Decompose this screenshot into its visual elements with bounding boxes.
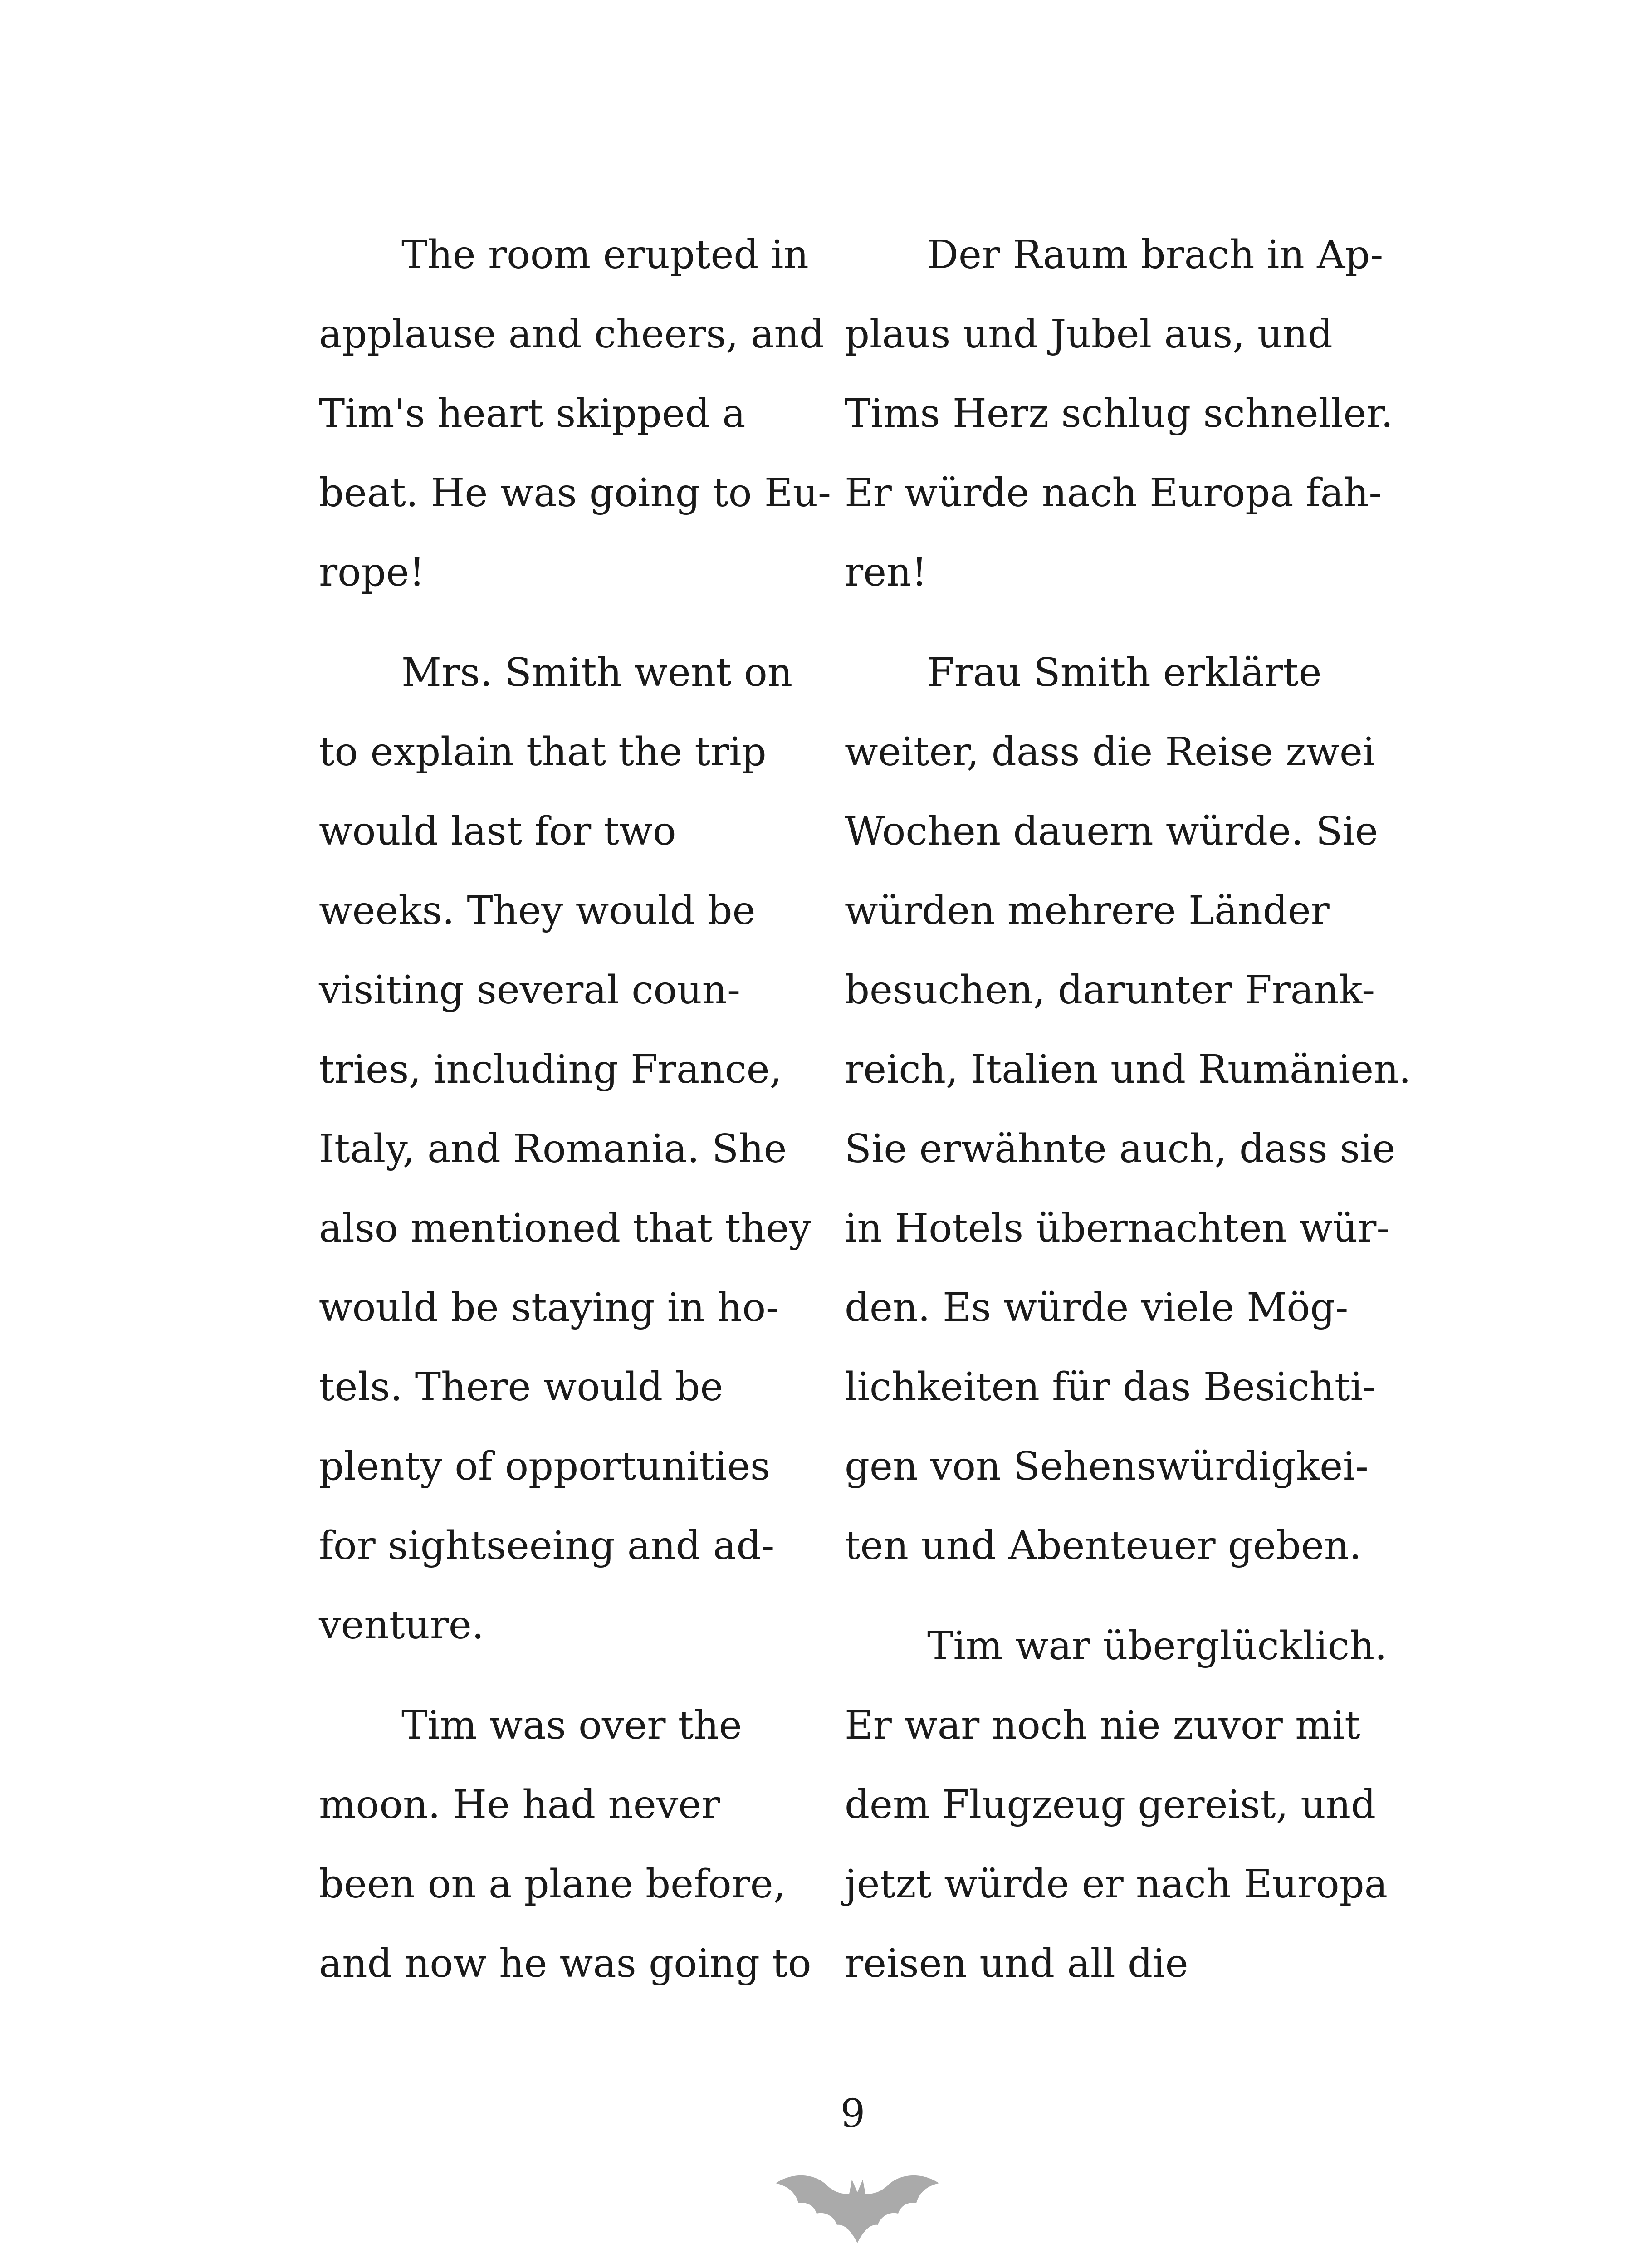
text-line: ten und Abenteuer geben. xyxy=(845,1523,1362,1569)
text-line: reich, Italien und Rumänien. xyxy=(845,1047,1411,1092)
german-paragraph-3 xyxy=(845,1607,1403,2004)
text-line: Er würde nach Europa fah- xyxy=(845,470,1382,516)
english-paragraph-2 xyxy=(319,633,822,1665)
english-column xyxy=(319,215,831,2024)
text-line: Tim was over the xyxy=(401,1703,742,1748)
text-line: The room erupted in xyxy=(401,232,809,278)
text-line: Italy, and Romania. She xyxy=(319,1126,787,1172)
text-line: been on a plane before, xyxy=(319,1862,786,1907)
text-line: weeks. They would be xyxy=(319,888,756,934)
text-line: lichkeiten für das Besichti- xyxy=(845,1364,1376,1410)
text-line: Sie erwähnte auch, dass sie xyxy=(845,1126,1396,1172)
text-line: Tim war überglücklich. xyxy=(927,1623,1387,1669)
text-line: visiting several coun- xyxy=(319,968,741,1013)
german-paragraph-1 xyxy=(845,215,1403,612)
text-line: and now he was going to xyxy=(319,1941,812,1986)
text-line: in Hotels übernachten wür- xyxy=(845,1206,1390,1251)
text-line: tels. There would be xyxy=(319,1364,724,1410)
english-paragraph-3 xyxy=(319,1686,822,2004)
text-line: applause and cheers, and xyxy=(319,312,824,357)
text-line: also mentioned that they xyxy=(319,1206,811,1251)
text-line: ren! xyxy=(845,550,927,595)
text-line: gen von Sehenswürdigkei- xyxy=(845,1444,1369,1489)
german-paragraph-2 xyxy=(845,633,1411,1586)
text-line: Wochen dauern würde. Sie xyxy=(845,809,1378,854)
text-line: would be staying in ho- xyxy=(319,1285,779,1330)
english-paragraph-1 xyxy=(319,215,831,612)
text-line: Er war noch nie zuvor mit xyxy=(845,1703,1360,1748)
bat-logo-icon xyxy=(771,2166,944,2252)
text-line: Frau Smith erklärte xyxy=(927,650,1322,695)
text-line: Mrs. Smith went on xyxy=(401,650,793,695)
text-line: dem Flugzeug gereist, und xyxy=(845,1782,1376,1828)
german-column xyxy=(845,215,1411,2024)
text-line: Tim's heart skipped a xyxy=(319,391,746,436)
text-line: to explain that the trip xyxy=(319,729,767,775)
text-line: rope! xyxy=(319,550,425,595)
text-line: weiter, dass die Reise zwei xyxy=(845,729,1375,775)
text-line: tries, including France, xyxy=(319,1047,782,1092)
text-line: moon. He had never xyxy=(319,1782,720,1828)
text-line: Tims Herz schlug schneller. xyxy=(845,391,1393,436)
page-number: 9 xyxy=(840,2091,865,2136)
text-line: beat. He was going to Eu- xyxy=(319,470,831,516)
text-line: würden mehrere Länder xyxy=(845,888,1330,934)
text-line: venture. xyxy=(319,1603,484,1648)
text-line: would last for two xyxy=(319,809,676,854)
text-line: jetzt würde er nach Europa xyxy=(845,1862,1388,1907)
text-line: plenty of opportunities xyxy=(319,1444,770,1489)
text-line: for sightseeing and ad- xyxy=(319,1523,775,1569)
text-line: reisen und all die xyxy=(845,1941,1188,1986)
text-line: plaus und Jubel aus, und xyxy=(845,312,1333,357)
text-line: besuchen, darunter Frank- xyxy=(845,968,1375,1013)
text-line: den. Es würde viele Mög- xyxy=(845,1285,1349,1330)
text-line: Der Raum brach in Ap- xyxy=(927,232,1384,278)
